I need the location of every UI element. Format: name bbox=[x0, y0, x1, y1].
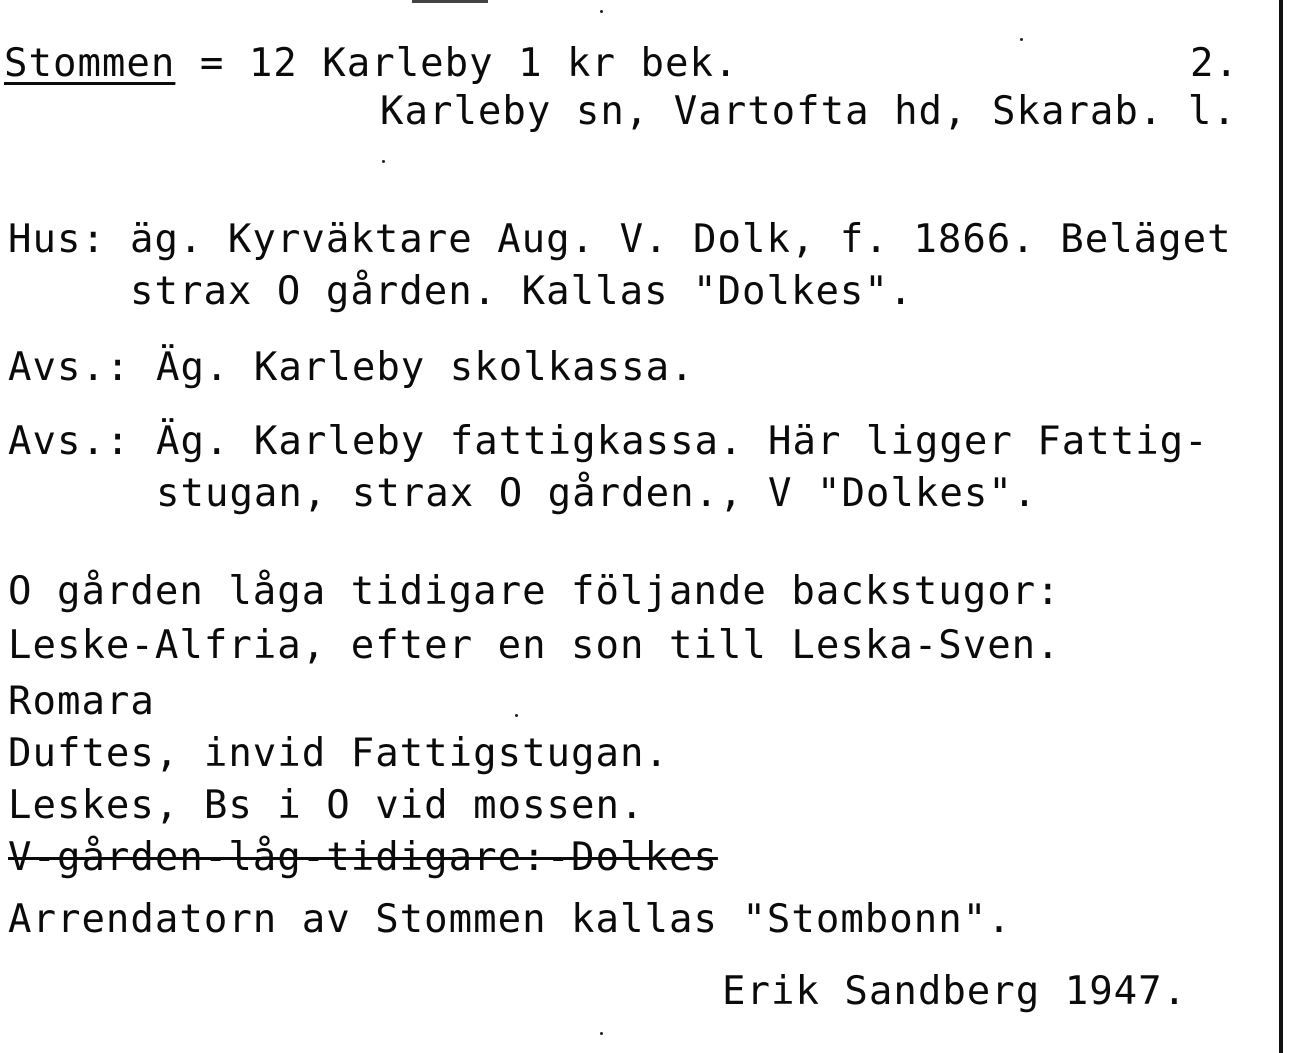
scan-speck bbox=[600, 10, 603, 13]
signature: Erik Sandberg 1947. bbox=[722, 969, 1188, 1014]
avs-text-2-line-2: stugan, strax O gården., V "Dolkes". bbox=[156, 471, 1038, 516]
scan-speck bbox=[1020, 38, 1023, 41]
hus-line-2: strax O gården. Kallas "Dolkes". bbox=[130, 269, 914, 314]
avs-text-2-line-1: Äg. Karleby fattigkassa. Här ligger Fattig- bbox=[156, 419, 1209, 464]
card-edge-rule bbox=[1279, 0, 1283, 1053]
avs-label-2: Avs.: bbox=[8, 419, 131, 464]
struck-out-line: V-gården-låg-tidigare:-Dolkes bbox=[8, 835, 718, 880]
scan-speck bbox=[515, 714, 518, 717]
scan-speck bbox=[600, 1032, 603, 1035]
location-line: Karleby sn, Vartofta hd, Skarab. l. bbox=[380, 89, 1237, 134]
backstugor-intro: O gården låga tidigare följande backstugor: bbox=[8, 569, 1061, 614]
avs-label-1: Avs.: bbox=[8, 345, 131, 390]
hus-line-1: äg. Kyrväktare Aug. V. Dolk, f. 1866. Beläget bbox=[130, 217, 1232, 262]
avs-text-1: Äg. Karleby skolkassa. bbox=[156, 345, 695, 390]
stombonn-note: Arrendatorn av Stommen kallas "Stombonn". bbox=[8, 897, 1012, 942]
scan-speck bbox=[382, 160, 385, 163]
title-word: Stommen bbox=[4, 41, 176, 86]
top-smudge bbox=[412, 0, 488, 3]
backstuga-item: Leskes, Bs i O vid mossen. bbox=[8, 783, 645, 828]
title-rest: = 12 Karleby 1 kr bek. bbox=[175, 41, 739, 86]
card-number: 2. bbox=[1190, 41, 1239, 86]
title-line bbox=[4, 41, 739, 86]
backstuga-item: Romara bbox=[8, 679, 155, 724]
backstuga-item: Leske-Alfria, efter en son till Leska-Sven. bbox=[8, 623, 1061, 668]
hus-label: Hus: bbox=[8, 217, 106, 262]
backstuga-item: Duftes, invid Fattigstugan. bbox=[8, 731, 669, 776]
